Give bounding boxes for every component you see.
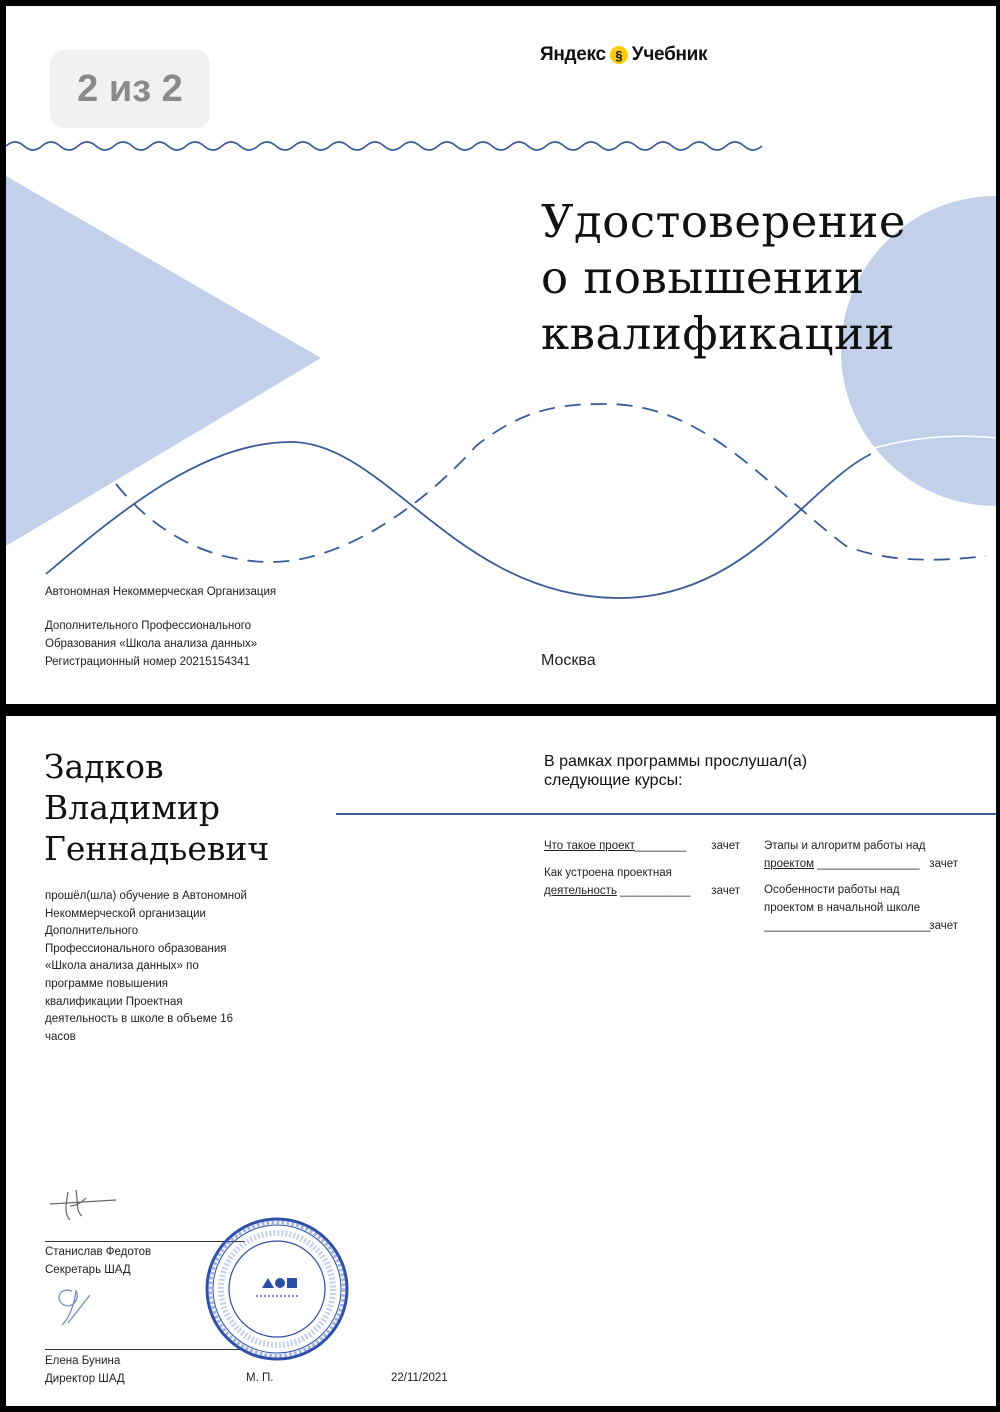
signatory-2: [45, 1352, 125, 1388]
signature-fedotov: [46, 1186, 126, 1226]
yandex-textbook-logo: [540, 44, 707, 66]
course-name: Как устроена проектная: [544, 867, 672, 879]
course-item: [764, 837, 958, 873]
study-line: «Школа анализа данных» по: [45, 960, 199, 973]
study-description: [45, 888, 285, 1046]
course-result: зачет: [711, 840, 740, 852]
course-item: [544, 837, 740, 855]
org-details-line: Образования «Школа анализа данных»: [45, 638, 258, 650]
title-line: квалификации: [541, 307, 895, 360]
course-result: зачет: [711, 885, 740, 897]
signature-bunina: [50, 1281, 120, 1331]
course-blank: ________________: [817, 858, 920, 870]
page-counter-badge: 2 из 2: [50, 50, 210, 128]
signatory-role: Директор ШАД: [45, 1373, 125, 1385]
course-name: Что такое проект: [544, 840, 635, 852]
course-blank: ___________: [620, 885, 691, 897]
study-line: часов: [45, 1030, 76, 1043]
course-item: [764, 881, 958, 935]
course-name: Особенности работы над: [764, 884, 900, 896]
decor-triangle: [6, 176, 321, 546]
title-line: Удостоверение: [541, 195, 907, 248]
brand-right: Учебник: [631, 44, 708, 65]
organization-seal: [204, 1216, 350, 1362]
org-details-line: Дополнительного Профессионального: [45, 620, 252, 632]
signatory-name: Станислав Федотов: [45, 1246, 152, 1258]
signatory-name: Елена Бунина: [45, 1355, 121, 1367]
org-name-line: Автономная Некоммерческая Организация: [45, 586, 277, 598]
seal-place-label: М. П.: [246, 1372, 274, 1384]
courses-heading-line: В рамках программы прослушал(а): [544, 753, 808, 770]
brand-paragraph-icon: §: [610, 46, 628, 64]
city: Москва: [541, 652, 596, 669]
registration-number: Регистрационный номер 20215154341: [45, 656, 250, 668]
study-line: Некоммерческой организации: [45, 907, 206, 920]
name-line: Геннадьевич: [44, 829, 270, 868]
course-result: зачет: [929, 858, 958, 870]
study-line: деятельность в школе в объеме 16: [45, 1013, 234, 1026]
study-line: квалификации Проектная: [45, 995, 183, 1008]
courses-divider: [336, 813, 996, 815]
study-line: Дополнительного: [45, 925, 139, 938]
certificate-title: [541, 194, 961, 362]
name-line: Задков: [44, 747, 164, 786]
courses-heading: [544, 752, 944, 790]
course-blank: ________: [634, 840, 687, 852]
course-result: зачет: [929, 920, 958, 932]
study-line: прошёл(шла) обучение в Автономной: [45, 890, 247, 902]
org-details: [45, 617, 257, 671]
study-line: программе повышения: [45, 977, 169, 990]
title-line: о повышении: [541, 251, 865, 304]
decor-dashed-wave: [116, 404, 986, 562]
student-name: [44, 746, 344, 869]
certificate-cover-page: [6, 6, 996, 704]
decor-wavy-line: [6, 142, 762, 150]
courses-heading-line: следующие курсы:: [544, 772, 683, 789]
course-name: проектом: [764, 858, 815, 870]
study-line: Профессионального образования: [45, 942, 227, 955]
brand-left: Яндекс: [540, 44, 606, 65]
certificate-details-page: [6, 716, 996, 1406]
course-name: проектом в начальной школе: [764, 902, 921, 914]
course-item: [544, 864, 740, 900]
course-name: Этапы и алгоритм работы над: [764, 840, 926, 852]
signatory-1: [45, 1243, 151, 1279]
course-blank: __________________________: [764, 920, 931, 932]
signatory-role: Секретарь ШАД: [45, 1264, 131, 1276]
name-line: Владимир: [44, 788, 220, 827]
issue-date: 22/11/2021: [391, 1372, 448, 1384]
course-name: деятельность: [544, 885, 617, 897]
